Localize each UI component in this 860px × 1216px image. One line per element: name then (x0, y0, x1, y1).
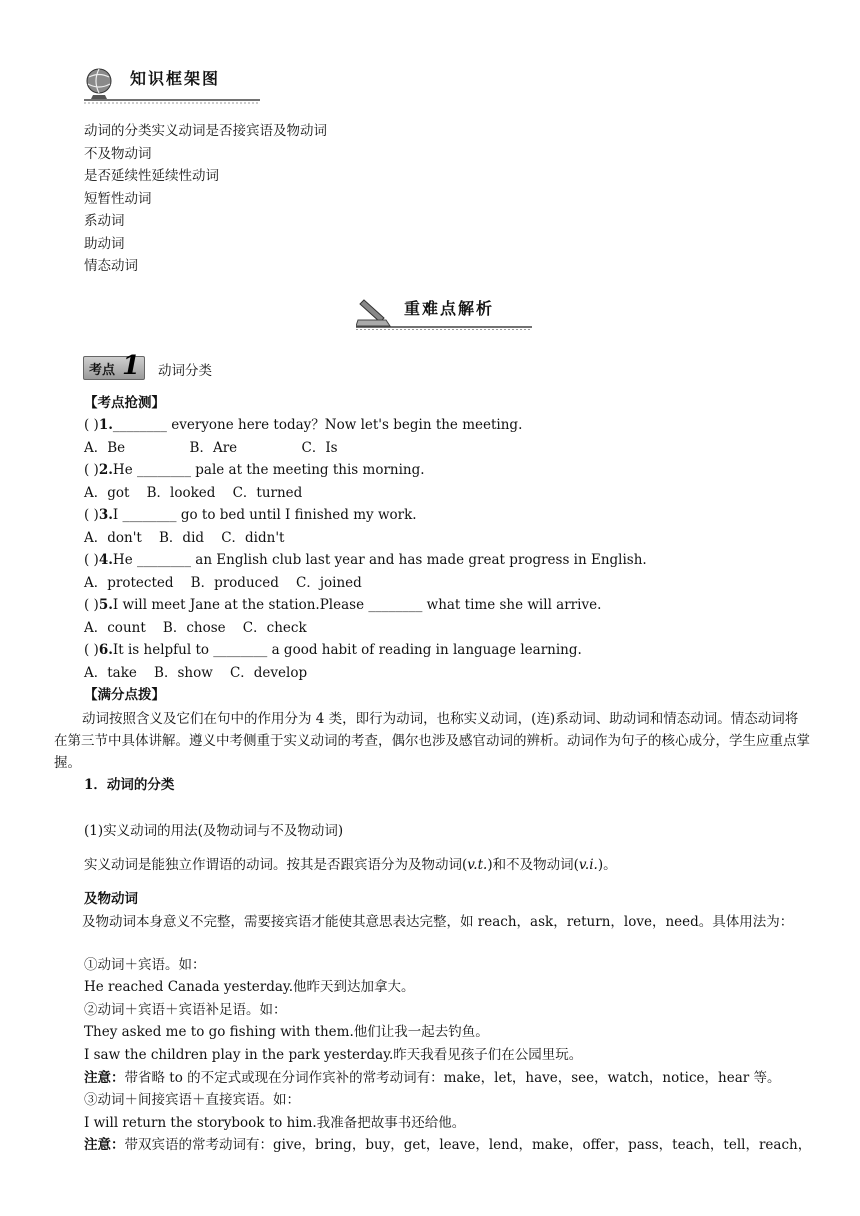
question-bracket: ( ) (84, 417, 99, 433)
definition-text: 实义动词是能独立作谓语的动词。按其是否跟宾语分为及物动词( (84, 857, 468, 873)
question-number: 5. (98, 597, 113, 613)
question-stem: I ________ go to bed until I finished my work. (112, 507, 417, 523)
framework-line: 动词的分类实义动词是否接宾语及物动词 (84, 123, 327, 139)
abbr-vt: v.t. (467, 857, 488, 873)
question-stem: I will meet Jane at the station.Please ________ what time she will arrive. (112, 597, 602, 613)
example-sentence: They asked me to go fishing with them.他们让我一起去钓鱼。 (84, 1024, 489, 1040)
kaodian-number: 1 (122, 351, 141, 381)
definition-text: )。 (597, 857, 617, 873)
question (84, 551, 647, 569)
question-number: 2. (98, 462, 113, 478)
section-header-framework: 知识框架图 (130, 69, 221, 88)
question-options: A．take B．show C．develop (84, 665, 308, 681)
question-number: 3. (98, 507, 113, 523)
question-bracket: ( ) (84, 552, 99, 568)
question (84, 461, 425, 479)
question-bracket: ( ) (84, 597, 99, 613)
definition-text: )和不及物动词( (487, 857, 579, 873)
question (84, 596, 601, 614)
definition-line (84, 856, 617, 874)
usage-point: ③动词＋间接宾语＋直接宾语。如： (84, 1092, 300, 1108)
framework-line: 系动词 (84, 213, 125, 229)
framework-line: 是否延续性延续性动词 (84, 168, 219, 184)
kaodian-title: 动词分类 (158, 363, 212, 379)
manfen-title: 【满分点拨】 (84, 687, 165, 703)
question-options: A．count B．chose C．check (84, 620, 307, 636)
question-bracket: ( ) (84, 462, 99, 478)
question (84, 641, 582, 659)
note-text: 带双宾语的常考动词有：give，bring，buy，get，leave，lend，make，offer，pass，teach，tell，reach， (124, 1137, 812, 1153)
note-label: 注意： (84, 1070, 125, 1086)
question-number: 4. (98, 552, 113, 568)
note-text: 带省略 to 的不定式或现在分词作宾补的常考动词有：make，let，have，see，watch，notice，hear 等。 (124, 1070, 781, 1086)
kaodian-badge (83, 351, 145, 381)
kaodian-label: 考点 (89, 363, 116, 378)
question-bracket: ( ) (84, 507, 99, 523)
abbr-vi: v.i. (578, 857, 598, 873)
question-options: A．protected B．produced C．joined (84, 575, 362, 591)
usage-point: ①动词＋宾语。如： (84, 957, 206, 973)
example-sentence: I will return the storybook to him.我准备把故事书还给他。 (84, 1115, 466, 1131)
jiwu-paragraph: 及物动词本身意义不完整，需要接宾语才能使其意思表达完整，如 reach，ask，return，love，need。具体用法为： (82, 914, 794, 930)
question-stem: It is helpful to ________ a good habit of reading in language learning. (112, 642, 582, 658)
framework-line: 不及物动词 (84, 146, 152, 162)
question-stem: He ________ an English club last year and has made great progress in English. (112, 552, 647, 568)
note-line (84, 1069, 781, 1087)
framework-line: 短暂性动词 (84, 191, 152, 207)
question-options: A．got B．looked C．turned (84, 485, 303, 501)
question-number: 1. (98, 417, 113, 433)
question-stem: ________ everyone here today？Now let's begin the meeting. (112, 417, 523, 433)
example-sentence: He reached Canada yesterday.他昨天到达加拿大。 (84, 979, 415, 995)
question (84, 506, 417, 524)
question-number: 6. (98, 642, 113, 658)
subsection-title: (1)实义动词的用法(及物动词与不及物动词) (84, 823, 344, 839)
question (84, 416, 522, 434)
jiwu-title: 及物动词 (84, 891, 138, 907)
framework-line: 情态动词 (84, 258, 138, 274)
framework-line: 助动词 (84, 236, 125, 252)
question-bracket: ( ) (84, 642, 99, 658)
question-options: A．don't B．did C．didn't (84, 530, 285, 546)
question-stem: He ________ pale at the meeting this morning. (112, 462, 425, 478)
usage-point: ②动词＋宾语＋宾语补足语。如： (84, 1002, 287, 1018)
section-header-analysis: 重难点解析 (404, 299, 495, 318)
qiangce-title: 【考点抢测】 (84, 395, 165, 411)
example-sentence: I saw the children play in the park yesterday.昨天我看见孩子们在公园里玩。 (84, 1047, 583, 1063)
question-options: A．Be B．Are C．Is (84, 440, 338, 456)
note-label: 注意： (84, 1137, 125, 1153)
section-title: 1．动词的分类 (84, 777, 175, 793)
intro-paragraph: 动词按照含义及它们在句中的作用分为 4 类，即行为动词，也称实义动词，(连)系动词、助动词和情态动词。情态动词将在第三节中具体讲解。遵义中考侧重于实义动词的考查，偶尔也涉及感官动词的辨析。动词作为句子的核心成分，学生应重点掌握。 (54, 711, 810, 771)
note-line (84, 1136, 811, 1154)
